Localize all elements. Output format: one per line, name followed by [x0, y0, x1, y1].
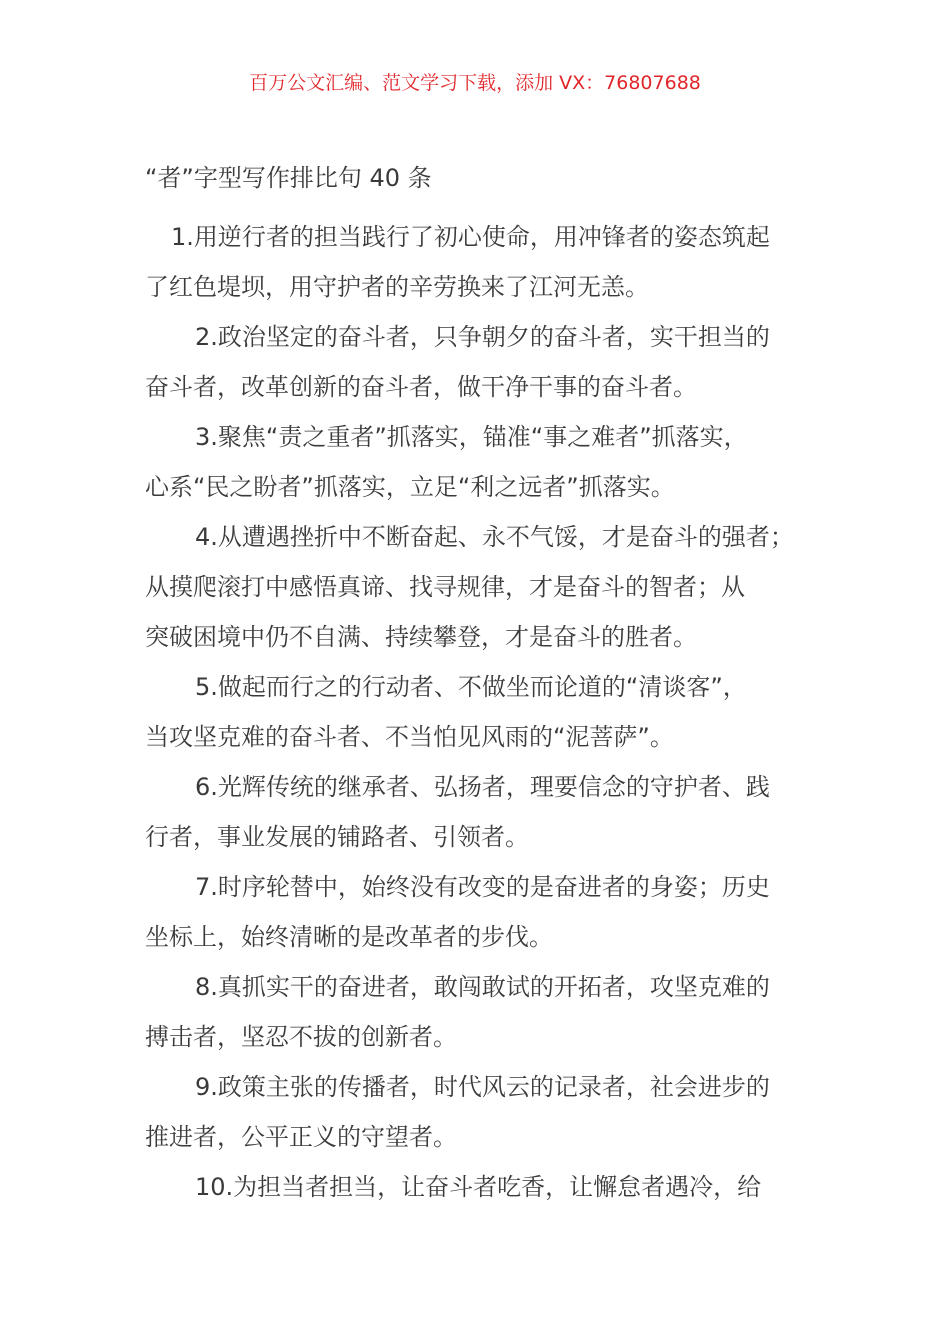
paragraph-1 [145, 220, 845, 320]
paragraph-line: 8.真抓实干的奋进者，敢闯敢试的开拓者，攻坚克难的 [195, 973, 770, 1001]
paragraph-8 [145, 970, 845, 1070]
paragraph-line: 3.聚焦“责之重者”抓落实，锚准“事之难者”抓落实， [195, 423, 748, 451]
paragraph-line: 当攻坚克难的奋斗者、不当怕见风雨的“泥菩萨”。 [145, 723, 674, 751]
paragraph-7 [145, 870, 845, 970]
paragraph-line: 6.光辉传统的继承者、弘扬者，理要信念的守护者、践 [195, 773, 770, 801]
paragraph-5 [145, 670, 845, 770]
paragraph-line: 4.从遭遇挫折中不断奋起、永不气馁，才是奋斗的强者； [195, 523, 794, 551]
paragraph-line: 2.政治坚定的奋斗者，只争朝夕的奋斗者，实干担当的 [195, 323, 770, 351]
paragraph-10 [145, 1170, 845, 1220]
paragraph-line: 心系“民之盼者”抓落实，立足“利之远者”抓落实。 [145, 473, 675, 501]
document-body [145, 220, 845, 1220]
paragraph-line: 搏击者，坚忍不拔的创新者。 [145, 1023, 457, 1051]
paragraph-9 [145, 1070, 845, 1170]
paragraph-line: 7.时序轮替中，始终没有改变的是奋进者的身姿；历史 [195, 873, 770, 901]
paragraph-line: 10.为担当者担当，让奋斗者吃香，让懈怠者遇冷，给 [195, 1173, 762, 1201]
watermark-header: 百万公文汇编、范文学习下载，添加 VX：76807688 [249, 72, 701, 94]
paragraph-line: 奋斗者，改革创新的奋斗者，做干净干事的奋斗者。 [145, 373, 697, 401]
paragraph-line: 9.政策主张的传播者，时代风云的记录者，社会进步的 [195, 1073, 770, 1101]
paragraph-line: 了红色堤坝，用守护者的辛劳换来了江河无恙。 [145, 273, 649, 301]
paragraph-line: 突破困境中仍不自满、持续攀登，才是奋斗的胜者。 [145, 623, 697, 651]
paragraph-3 [145, 420, 845, 520]
paragraph-6 [145, 770, 845, 870]
document-title: “者”字型写作排比句 40 条 [145, 164, 432, 192]
paragraph-line: 5.做起而行之的行动者、不做坐而论道的“清谈客”， [195, 673, 747, 701]
paragraph-line: 1.用逆行者的担当践行了初心使命，用冲锋者的姿态筑起 [171, 223, 770, 251]
paragraph-line: 坐标上，始终清晰的是改革者的步伐。 [145, 923, 553, 951]
paragraph-4 [145, 520, 845, 670]
paragraph-line: 推进者，公平正义的守望者。 [145, 1123, 457, 1151]
paragraph-line: 从摸爬滚打中感悟真谛、找寻规律，才是奋斗的智者；从 [145, 573, 745, 601]
paragraph-2 [145, 320, 845, 420]
paragraph-line: 行者，事业发展的铺路者、引领者。 [145, 823, 529, 851]
